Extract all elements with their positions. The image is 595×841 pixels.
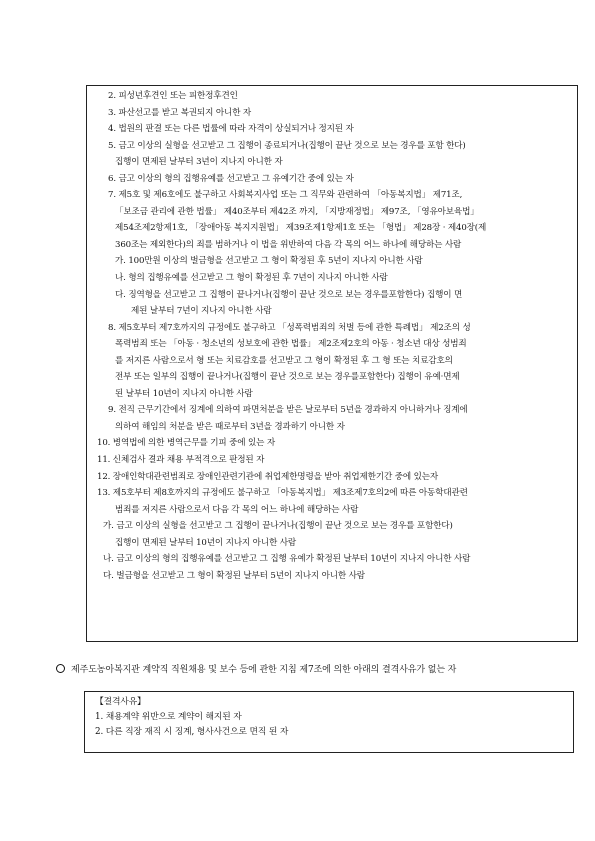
eligibility-criteria-box <box>86 85 578 642</box>
disqualification-item-2: 2. 다른 직장 재직 시 징계, 형사사건으로 면직 된 자 <box>95 727 289 737</box>
criteria-line-4: 4. 법원의 판결 또는 다른 법률에 따라 자격이 상실되거나 정지된 자 <box>108 124 354 135</box>
criteria-line-12: 12. 장애인학대관련범죄로 장애인관련기관에 취업제한명령을 받아 취업제한기간 중에 있는자 <box>97 471 439 482</box>
bullet-text: 제주도농아복지관 계약직 직원채용 및 보수 등에 관한 지침 제7조에 의한 아래의 결격사유가 없는 자 <box>71 665 457 675</box>
criteria-line-13-na: 나. 금고 이상의 형의 집행유예를 선고받고 그 집행 유예가 확정된 날부터 10년이 지나지 아니한 사람 <box>103 554 471 565</box>
criteria-line-7-ga: 가. 100만원 이상의 벌금형을 선고받고 그 형이 확정된 후 5년이 지나지 아니한 사람 <box>115 256 423 267</box>
criteria-line-7-cont-3: 360조는 제외한다)의 죄를 범하거나 이 법을 위반하여 다음 각 목의 어느 하나에 해당하는 사람 <box>115 239 462 250</box>
criteria-list <box>93 88 577 584</box>
criteria-line-8-cont-4: 된 날부터 10년이 지나지 아니한 사람 <box>115 388 253 399</box>
criteria-line-5-cont: 집행이 면제된 날부터 3년이 지나지 아니한 자 <box>115 157 283 168</box>
criteria-line-13: 13. 제5호부터 제8호까지의 규정에도 불구하고 「아동복지법」 제3조제7호의2에 따른 아동학대관련 <box>97 488 468 499</box>
criteria-line-7: 7. 제5호 및 제6호에도 불구하고 사회복지사업 또는 그 직무와 관련하여 「아동복지법」 제71조, <box>108 190 463 201</box>
disqualification-title: 【결격사유】 <box>95 697 146 707</box>
criteria-line-11: 11. 신체검사 결과 채용 부적격으로 판정된 자 <box>97 455 265 466</box>
criteria-line-8-cont-1: 폭력범죄 또는 「아동 · 청소년의 성보호에 관한 법률」 제2조제2호의 아동 · 청소년 대상 성범죄 <box>115 339 467 350</box>
criteria-line-7-da-cont: 제된 날부터 7년이 지나지 아니한 사람 <box>131 306 272 317</box>
criteria-line-13-ga-cont: 집행이 면제된 날부터 10년이 지나지 아니한 사람 <box>115 537 297 548</box>
criteria-line-13-ga: 가. 금고 이상의 실형을 선고받고 그 집행이 끝나거나(집행이 끝난 것으로 보는 경우를 포함한다) <box>103 521 453 532</box>
criteria-line-13-da: 다. 벌금형을 선고받고 그 형이 확정된 날부터 5년이 지나지 아니한 사람 <box>103 570 365 581</box>
criteria-line-9: 9. 전직 근무기간에서 징계에 의하여 파면처분을 받은 날로부터 5년을 경과하지 아니하거나 징계에 <box>108 405 468 416</box>
criteria-line-8-cont-3: 전부 또는 일부의 집행이 끝나거나(집행이 끝난 것으로 보는 경우를포함한다) 집행이 유예·면제 <box>115 372 460 383</box>
criteria-line-2: 2. 피성년후견인 또는 피한정후견인 <box>108 91 238 101</box>
disqualification-list <box>85 695 288 740</box>
criteria-line-13-cont: 범죄를 저지른 사람으로서 다음 각 목의 어느 하나에 해당하는 사람 <box>115 504 359 515</box>
disqualification-box <box>84 691 574 753</box>
criteria-line-9-cont: 의하여 해임의 처분을 받은 때로부터 3년을 경과하기 아니한 자 <box>115 421 345 432</box>
disqualification-item-1: 1. 채용계약 위반으로 계약이 해지된 자 <box>95 712 242 722</box>
criteria-line-6: 6. 금고 이상의 형의 집행유예를 선고받고 그 유예기간 중에 있는 자 <box>108 173 354 184</box>
criteria-line-3: 3. 파산선고를 받고 복권되지 아니한 자 <box>108 107 252 118</box>
circle-bullet-icon <box>56 664 65 673</box>
criteria-line-7-cont-1: 「보조금 관리에 관한 법률」 제40조부터 제42조 까지, 「지방재정법」 제97조, 「영유아보육법」 <box>115 206 479 217</box>
criteria-line-7-cont-2: 제54조제2항제1호, 「장애아동 복지지원법」 제39조제1항제1호 또는 「형법」 제28장 · 제40장(제 <box>115 223 487 234</box>
disqualification-bullet <box>56 664 456 676</box>
criteria-line-8: 8. 제5호부터 제7호까지의 규정에도 불구하고 「성폭력범죄의 처벌 등에 관한 특례법」 제2조의 성 <box>108 322 471 333</box>
criteria-line-7-da: 다. 징역형을 선고받고 그 집행이 끝나거나(집행이 끝난 것으로 보는 경우를포함한다) 집행이 면 <box>115 289 463 300</box>
criteria-line-7-na: 나. 형의 집행유예를 선고받고 그 형이 확정된 후 7년이 지나지 아니한 사람 <box>115 273 388 284</box>
criteria-line-8-cont-2: 를 저지른 사람으로서 형 또는 치료감호를 선고받고 그 형이 확정된 후 그 형 또는 치료감호의 <box>115 355 453 366</box>
criteria-line-5: 5. 금고 이상의 실형을 선고받고 그 집행이 종료되거나(집행이 끝난 것으로 보는 경우를 포함 한다) <box>108 140 466 151</box>
criteria-line-10: 10. 병역법에 의한 병역근무를 기피 중에 있는 자 <box>97 438 276 449</box>
